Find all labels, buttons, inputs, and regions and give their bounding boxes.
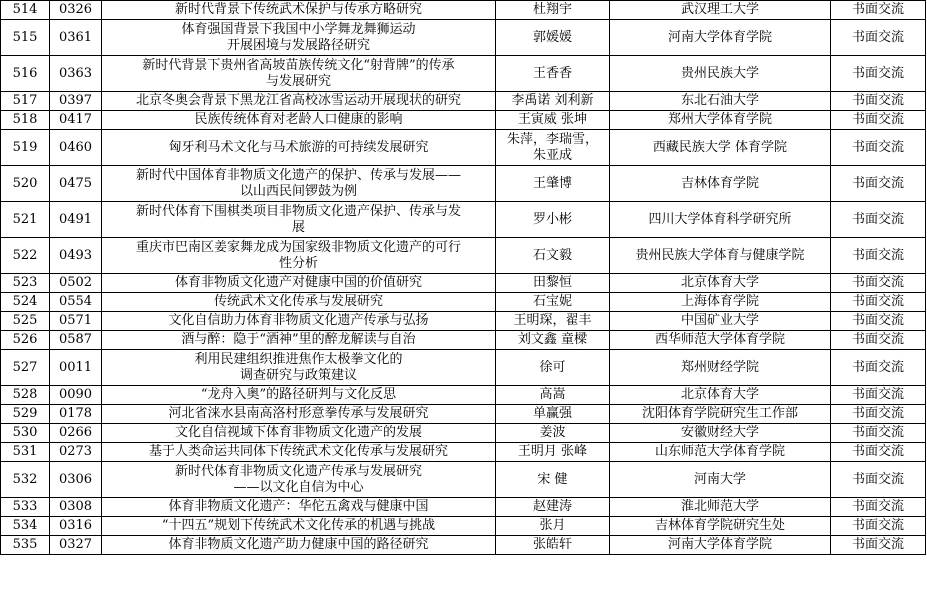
table-row [1, 331, 926, 350]
paper-code-cell: 0316 [50, 517, 102, 536]
paper-title-cell [102, 293, 496, 312]
row-number-cell: 535 [1, 536, 50, 555]
paper-title-line: 与发展研究 [265, 73, 331, 89]
table-row [1, 350, 926, 386]
author-line: 高嵩 [539, 387, 566, 402]
author-line: 石文毅 [532, 247, 572, 263]
row-number-cell: 514 [1, 1, 50, 20]
paper-title-cell [102, 424, 496, 443]
presentation-type-cell: 书面交流 [831, 92, 926, 111]
paper-title-cell [102, 498, 496, 517]
presentation-type-cell: 书面交流 [831, 386, 926, 405]
paper-title-cell [102, 462, 496, 498]
paper-title-cell [102, 20, 496, 56]
paper-title-line: 匈牙利马术文化与马术旅游的可持续发展研究 [168, 139, 429, 155]
author-line: 杜翔宇 [532, 2, 572, 17]
row-number-cell: 519 [1, 130, 50, 166]
paper-title-line: 重庆市巴南区姜家舞龙成为国家级非物质文化遗产的可行 [135, 239, 461, 255]
paper-title-line: 调查研究与政策建议 [239, 367, 357, 383]
paper-title-cell [102, 312, 496, 331]
row-number-cell: 522 [1, 238, 50, 274]
paper-title-cell [102, 443, 496, 462]
organization-cell: 四川大学体育科学研究所 [610, 202, 831, 238]
presentation-type-cell: 书面交流 [831, 462, 926, 498]
table-row [1, 92, 926, 111]
table-row [1, 443, 926, 462]
author-cell [496, 274, 610, 293]
presentation-type-cell: 书面交流 [831, 331, 926, 350]
paper-code-cell: 0326 [50, 1, 102, 20]
paper-title-line: 以山西民间锣鼓为例 [239, 183, 357, 199]
table-row [1, 56, 926, 92]
paper-code-cell: 0571 [50, 312, 102, 331]
presentation-type-cell: 书面交流 [831, 56, 926, 92]
author-line: 姜波 [539, 425, 566, 440]
paper-title-line: 北京冬奥会背景下黑龙江省高校冰雪运动开展现状的研究 [135, 93, 461, 108]
table-row [1, 405, 926, 424]
author-line: 赵建涛 [532, 499, 572, 514]
paper-title-line: “龙舟入奥”的路径研判与文化反思 [200, 387, 397, 402]
row-number-cell: 530 [1, 424, 50, 443]
table-row [1, 111, 926, 130]
presentation-type-cell: 书面交流 [831, 312, 926, 331]
paper-code-cell: 0327 [50, 536, 102, 555]
row-number-cell: 516 [1, 56, 50, 92]
paper-title-cell [102, 166, 496, 202]
author-cell [496, 238, 610, 274]
presentation-type-cell: 书面交流 [831, 498, 926, 517]
paper-title-line: 传统武术文化传承与发展研究 [213, 294, 383, 309]
organization-cell: 安徽财经大学 [610, 424, 831, 443]
row-number-cell: 527 [1, 350, 50, 386]
author-line: 罗小彬 [532, 211, 572, 227]
organization-cell: 河南大学体育学院 [610, 20, 831, 56]
organization-cell: 吉林体育学院 [610, 166, 831, 202]
paper-title-cell [102, 202, 496, 238]
paper-code-cell: 0417 [50, 111, 102, 130]
organization-cell: 武汉理工大学 [610, 1, 831, 20]
row-number-cell: 526 [1, 331, 50, 350]
organization-cell: 郑州大学体育学院 [610, 111, 831, 130]
author-line: 徐可 [539, 359, 566, 375]
row-number-cell: 518 [1, 111, 50, 130]
organization-cell: 淮北师范大学 [610, 498, 831, 517]
paper-title-line: 民族传统体育对老龄人口健康的影响 [194, 112, 403, 127]
author-line: 刘文鑫 童樑 [517, 332, 588, 347]
author-cell [496, 166, 610, 202]
table-row [1, 293, 926, 312]
organization-cell: 贵州民族大学 [610, 56, 831, 92]
presentation-type-cell: 书面交流 [831, 238, 926, 274]
paper-title-line: 体育非物质文化遗产助力健康中国的路径研究 [168, 537, 429, 552]
table-row [1, 462, 926, 498]
organization-cell: 河南大学 [610, 462, 831, 498]
organization-cell: 河南大学体育学院 [610, 536, 831, 555]
presentation-type-cell: 书面交流 [831, 111, 926, 130]
paper-title-line: 酒与醉：隐于“酒神”里的醉龙解读与自治 [181, 332, 416, 347]
table-row [1, 238, 926, 274]
organization-cell: 贵州民族大学体育与健康学院 [610, 238, 831, 274]
table-row [1, 498, 926, 517]
row-number-cell: 515 [1, 20, 50, 56]
presentation-type-cell: 书面交流 [831, 536, 926, 555]
author-cell [496, 443, 610, 462]
paper-title-line: 体育非物质文化遗产：华佗五禽戏与健康中国 [168, 499, 429, 514]
author-cell [496, 517, 610, 536]
author-line: 石宝妮 [532, 294, 572, 309]
author-cell [496, 498, 610, 517]
presentation-type-cell: 书面交流 [831, 405, 926, 424]
author-cell [496, 424, 610, 443]
author-cell [496, 350, 610, 386]
author-line: 王香香 [532, 65, 572, 81]
paper-code-cell: 0266 [50, 424, 102, 443]
paper-code-cell: 0178 [50, 405, 102, 424]
paper-title-line: 体育强国背景下我国中小学舞龙舞狮运动 [181, 21, 416, 37]
organization-cell: 吉林体育学院研究生处 [610, 517, 831, 536]
presentation-type-cell: 书面交流 [831, 166, 926, 202]
author-line: 宋 健 [537, 471, 568, 487]
presentation-type-cell: 书面交流 [831, 1, 926, 20]
table-row [1, 274, 926, 293]
paper-code-cell: 0011 [50, 350, 102, 386]
paper-title-cell [102, 536, 496, 555]
paper-code-cell: 0493 [50, 238, 102, 274]
author-line: 王明琛，翟丰 [513, 313, 592, 328]
paper-code-cell: 0361 [50, 20, 102, 56]
presentation-type-cell: 书面交流 [831, 517, 926, 536]
row-number-cell: 525 [1, 312, 50, 331]
row-number-cell: 532 [1, 462, 50, 498]
presentation-type-cell: 书面交流 [831, 130, 926, 166]
author-cell [496, 293, 610, 312]
table-row [1, 20, 926, 56]
paper-title-line: 文化自信助力体育非物质文化遗产传承与弘扬 [168, 313, 429, 328]
organization-cell: 中国矿业大学 [610, 312, 831, 331]
table-row [1, 312, 926, 331]
table-row [1, 386, 926, 405]
organization-cell: 郑州财经学院 [610, 350, 831, 386]
row-number-cell: 529 [1, 405, 50, 424]
author-cell [496, 386, 610, 405]
author-cell [496, 405, 610, 424]
author-line: 郭媛媛 [532, 29, 572, 45]
author-cell [496, 111, 610, 130]
author-line: 朱亚成 [532, 147, 572, 163]
paper-title-cell [102, 331, 496, 350]
row-number-cell: 533 [1, 498, 50, 517]
presentation-type-cell: 书面交流 [831, 350, 926, 386]
table-row [1, 130, 926, 166]
row-number-cell: 534 [1, 517, 50, 536]
table-row [1, 166, 926, 202]
author-line: 单赢强 [532, 406, 572, 421]
paper-title-line: 性分析 [278, 255, 318, 271]
author-line: 王明月 张峰 [517, 444, 588, 459]
paper-title-line: 开展困境与发展路径研究 [226, 37, 370, 53]
row-number-cell: 520 [1, 166, 50, 202]
author-cell [496, 462, 610, 498]
organization-cell: 沈阳体育学院研究生工作部 [610, 405, 831, 424]
row-number-cell: 521 [1, 202, 50, 238]
organization-cell: 西藏民族大学 体育学院 [610, 130, 831, 166]
paper-code-cell: 0273 [50, 443, 102, 462]
author-line: 王肇博 [532, 175, 572, 191]
table-row [1, 536, 926, 555]
presentation-type-cell: 书面交流 [831, 202, 926, 238]
paper-title-line: 体育非物质文化遗产对健康中国的价值研究 [174, 275, 422, 290]
author-cell [496, 130, 610, 166]
author-cell [496, 20, 610, 56]
author-cell [496, 1, 610, 20]
organization-cell: 上海体育学院 [610, 293, 831, 312]
paper-title-line: ——以文化自信为中心 [233, 479, 364, 495]
paper-code-cell: 0491 [50, 202, 102, 238]
paper-title-cell [102, 130, 496, 166]
paper-title-cell [102, 92, 496, 111]
author-cell [496, 92, 610, 111]
paper-title-cell [102, 238, 496, 274]
organization-cell: 山东师范大学体育学院 [610, 443, 831, 462]
presentation-type-cell: 书面交流 [831, 293, 926, 312]
author-line: 张月 [539, 518, 566, 533]
paper-code-cell: 0306 [50, 462, 102, 498]
organization-cell: 西华师范大学体育学院 [610, 331, 831, 350]
paper-title-line: 河北省涞水县南高洛村形意拳传承与发展研究 [168, 406, 429, 421]
paper-title-cell [102, 386, 496, 405]
paper-code-cell: 0363 [50, 56, 102, 92]
organization-cell: 北京体育大学 [610, 386, 831, 405]
presentation-type-cell: 书面交流 [831, 274, 926, 293]
author-line: 王寅威 张坤 [517, 112, 588, 127]
paper-title-line: “十四五”规划下传统武术文化传承的机遇与挑战 [161, 518, 436, 533]
paper-title-line: 新时代中国体育非物质文化遗产的保护、传承与发展—— [135, 167, 461, 183]
row-number-cell: 524 [1, 293, 50, 312]
paper-title-cell [102, 517, 496, 536]
paper-code-cell: 0554 [50, 293, 102, 312]
paper-code-cell: 0587 [50, 331, 102, 350]
paper-title-cell [102, 111, 496, 130]
paper-title-line: 新时代体育下围棋类项目非物质文化遗产保护、传承与发 [135, 203, 461, 219]
author-line: 田黎恒 [532, 275, 572, 290]
paper-title-line: 基于人类命运共同体下传统武术文化传承与发展研究 [148, 444, 448, 459]
presentation-type-cell: 书面交流 [831, 20, 926, 56]
paper-code-cell: 0308 [50, 498, 102, 517]
author-line: 李禹诺 刘利新 [511, 93, 594, 108]
table-row [1, 202, 926, 238]
author-cell [496, 331, 610, 350]
paper-title-cell [102, 274, 496, 293]
author-cell [496, 312, 610, 331]
paper-title-line: 展 [291, 219, 305, 235]
author-cell [496, 536, 610, 555]
paper-code-cell: 0502 [50, 274, 102, 293]
author-cell [496, 202, 610, 238]
row-number-cell: 531 [1, 443, 50, 462]
author-cell [496, 56, 610, 92]
row-number-cell: 528 [1, 386, 50, 405]
row-number-cell: 523 [1, 274, 50, 293]
paper-title-cell [102, 56, 496, 92]
presentation-type-cell: 书面交流 [831, 424, 926, 443]
paper-title-cell [102, 405, 496, 424]
table-row [1, 424, 926, 443]
organization-cell: 东北石油大学 [610, 92, 831, 111]
table-row [1, 517, 926, 536]
paper-title-line: 新时代背景下贵州省高坡苗族传统文化“射背牌”的传承 [142, 57, 455, 73]
presentation-type-cell: 书面交流 [831, 443, 926, 462]
paper-code-cell: 0460 [50, 130, 102, 166]
organization-cell: 北京体育大学 [610, 274, 831, 293]
paper-code-cell: 0475 [50, 166, 102, 202]
paper-code-cell: 0397 [50, 92, 102, 111]
table-body [1, 1, 926, 555]
paper-title-line: 文化自信视域下体育非物质文化遗产的发展 [174, 425, 422, 440]
paper-title-line: 新时代背景下传统武术保护与传承方略研究 [174, 2, 422, 17]
row-number-cell: 517 [1, 92, 50, 111]
table-row [1, 1, 926, 20]
paper-code-cell: 0090 [50, 386, 102, 405]
paper-title-cell [102, 1, 496, 20]
author-line: 朱萍，李瑞雪， [506, 131, 598, 147]
paper-title-cell [102, 350, 496, 386]
paper-title-line: 新时代体育非物质文化遗产传承与发展研究 [174, 463, 422, 479]
paper-title-line: 利用民建组织推进焦作太极拳文化的 [194, 351, 403, 367]
author-line: 张皓轩 [532, 537, 572, 552]
